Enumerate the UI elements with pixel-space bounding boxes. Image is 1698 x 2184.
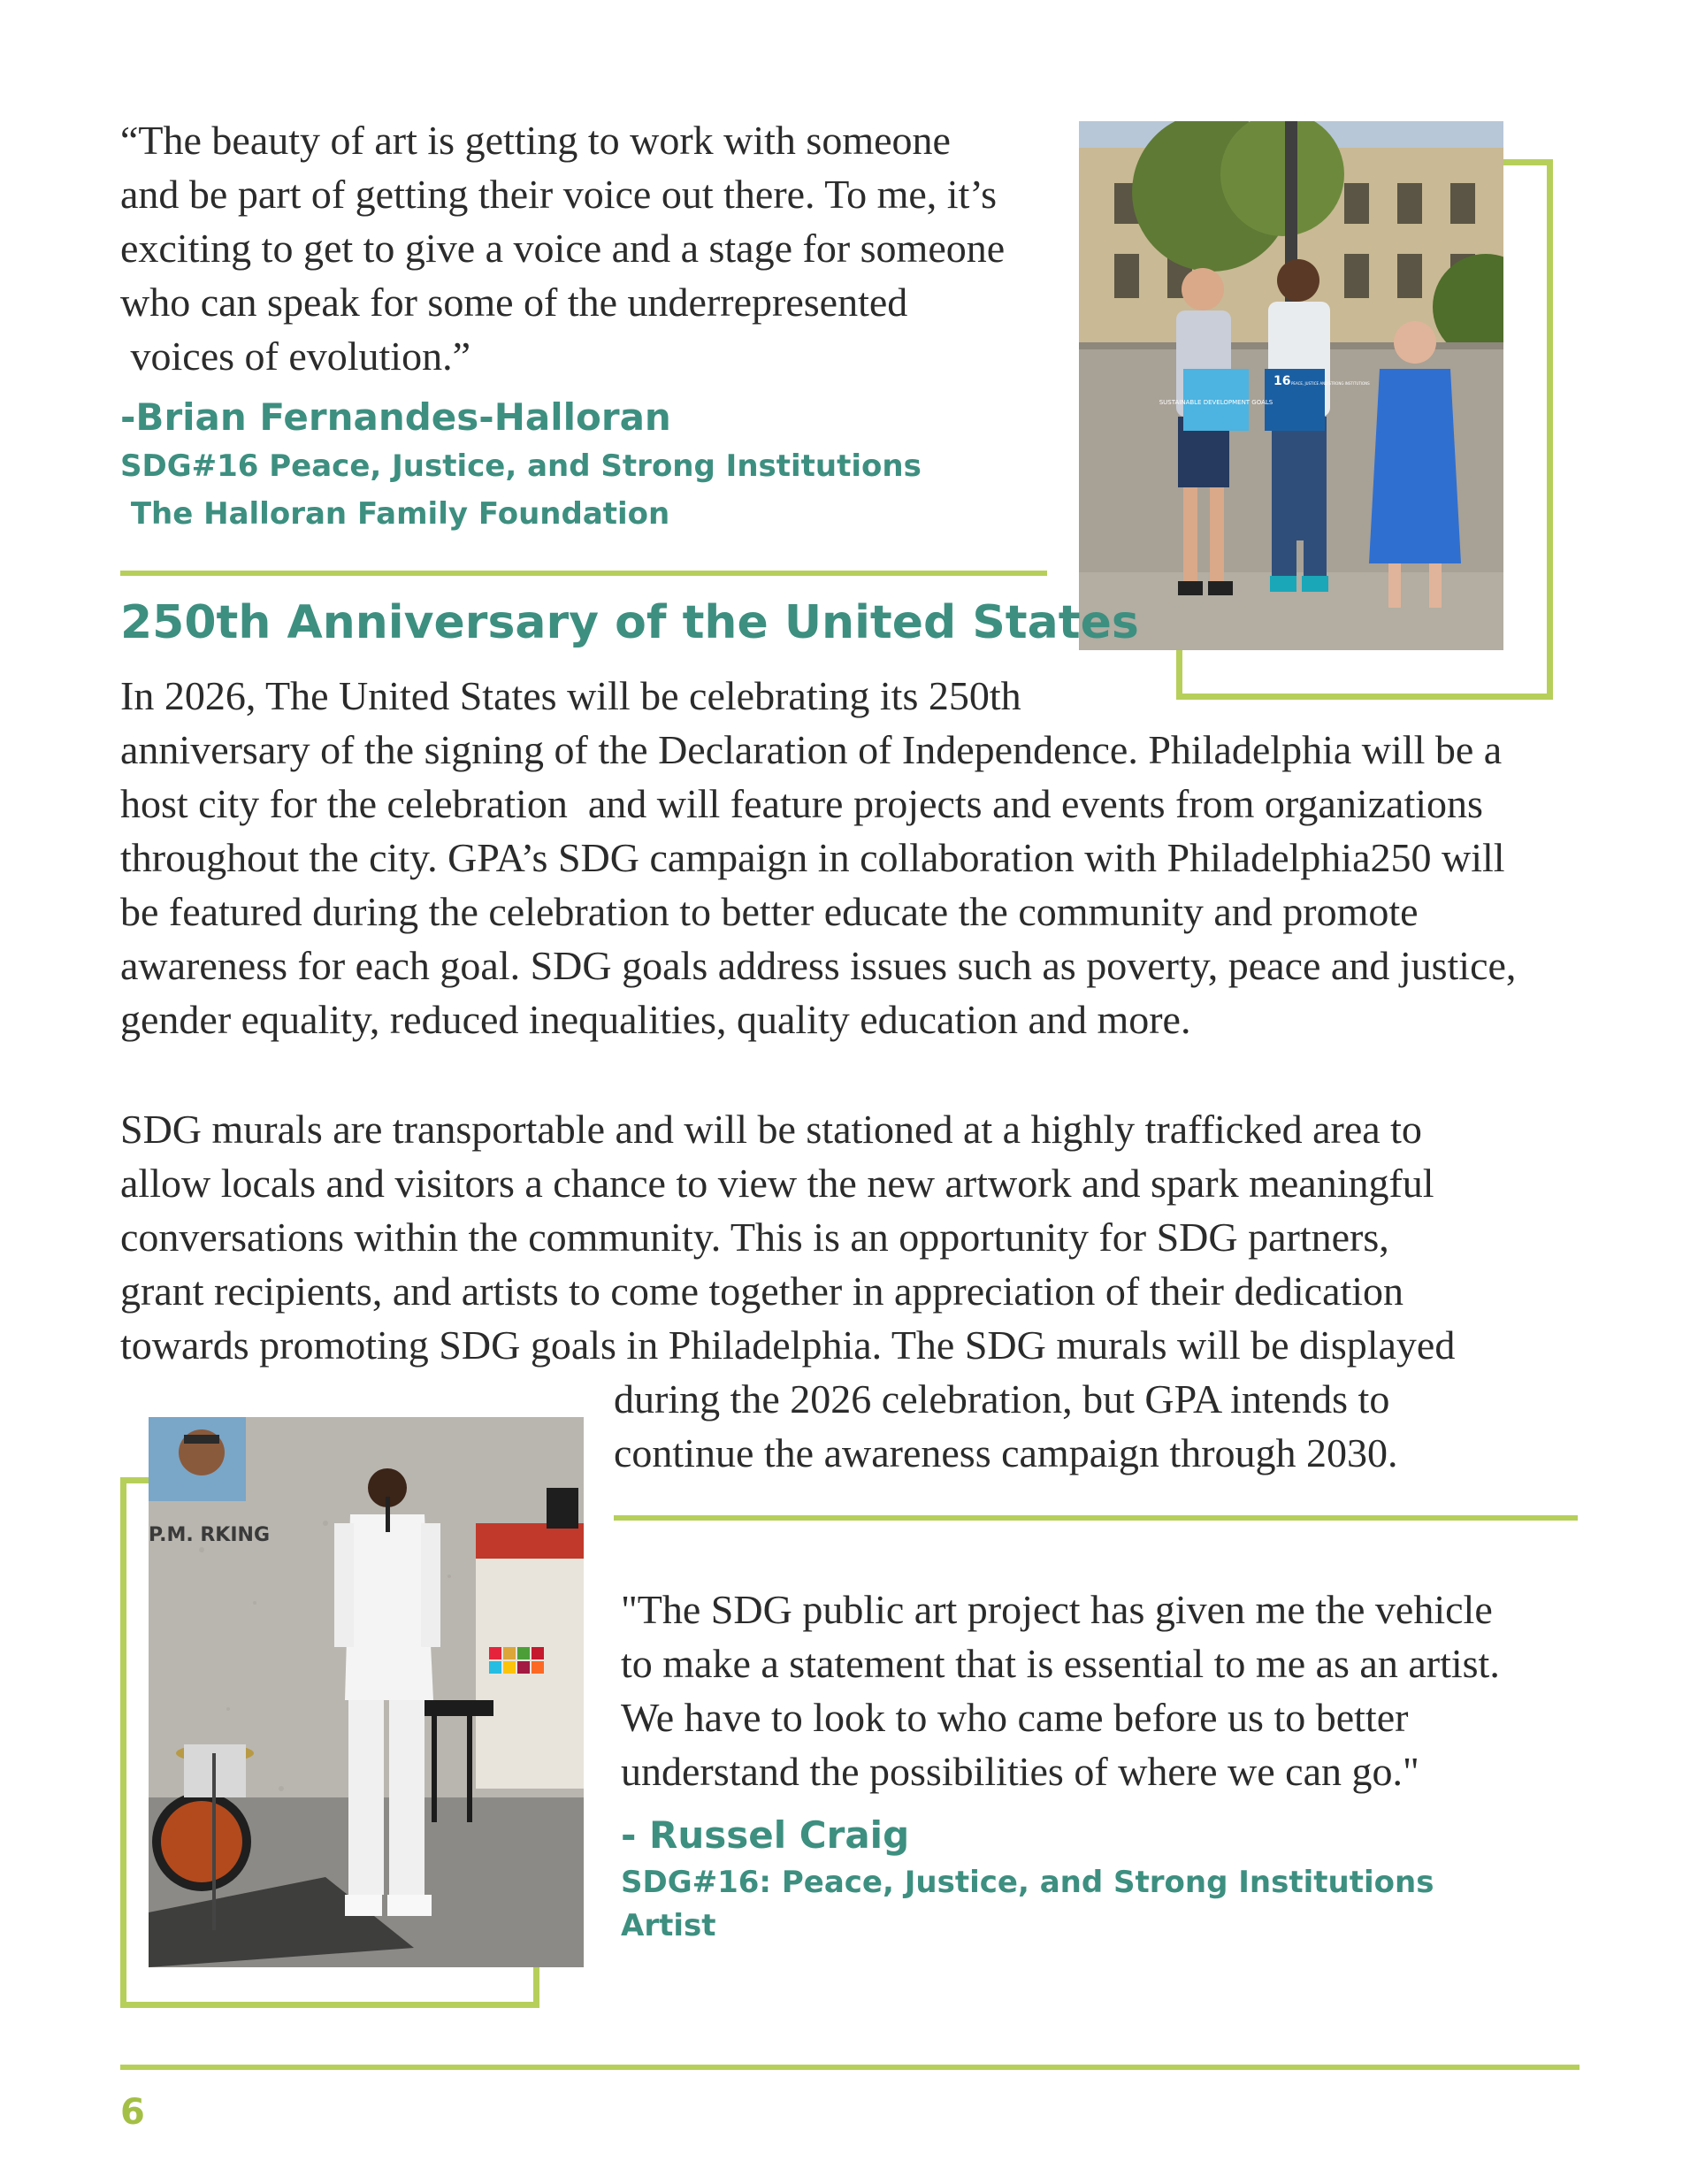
quote-2-line: We have to look to who came before us to better xyxy=(621,1695,1409,1740)
divider-middle xyxy=(614,1515,1578,1521)
paragraph-2-line: grant recipients, and artists to come together in appreciation of their dedication xyxy=(120,1268,1404,1314)
paragraph-2-line: allow locals and visitors a chance to view the new artwork and spark meaningful xyxy=(120,1161,1434,1206)
photo-artist-performing xyxy=(149,1417,584,1967)
quote-2-title: Artist xyxy=(621,1908,716,1943)
paragraph-2-line: continue the awareness campaign through 2030. xyxy=(614,1430,1398,1475)
quote-1-author: -Brian Fernandes-Halloran xyxy=(120,395,671,439)
photo-2-frame-right xyxy=(533,1967,539,2008)
paragraph-1-line: host city for the celebration and will feature projects and events from organizations xyxy=(120,781,1483,826)
photo-group-with-sdg-signs xyxy=(1079,121,1503,650)
sign-left-text: SUSTAINABLE DEVELOPMENT GOALS xyxy=(1159,399,1274,406)
paragraph-1-line: anniversary of the signing of the Declaration of Independence. Philadelphia will be a xyxy=(120,727,1503,772)
paragraph-1-line: be featured during the celebration to better educate the community and promote xyxy=(120,889,1419,934)
section-paragraph-2-continued xyxy=(614,1372,1551,1480)
divider-top xyxy=(120,571,1047,576)
paragraph-2-line: during the 2026 celebration, but GPA intends to xyxy=(614,1376,1390,1422)
quote-1-org: The Halloran Family Foundation xyxy=(120,496,670,532)
quote-2-line: "The SDG public art project has given me the vehicle xyxy=(621,1587,1493,1632)
paragraph-2-line: SDG murals are transportable and will be stationed at a highly trafficked area to xyxy=(120,1107,1422,1152)
photo-2-frame-top xyxy=(120,1477,149,1483)
paragraph-1-line: throughout the city. GPA’s SDG campaign in collaboration with Philadelphia250 will xyxy=(120,835,1505,880)
quote-2-text xyxy=(621,1582,1576,1798)
photo-1-frame-right xyxy=(1547,159,1553,700)
paragraph-2-line: towards promoting SDG goals in Philadelphia. The SDG murals will be displayed xyxy=(120,1322,1456,1368)
quote-2-role: SDG#16: Peace, Justice, and Strong Institutions xyxy=(621,1865,1434,1900)
quote-2-line: to make a statement that is essential to me as an artist. xyxy=(621,1641,1500,1686)
quote-1-line: “The beauty of art is getting to work with someone xyxy=(120,118,951,163)
section-paragraph-1 xyxy=(120,669,1588,1046)
quote-1-line: exciting to get to give a voice and a stage for someone xyxy=(120,226,1006,271)
photo-1-frame-top xyxy=(1503,159,1553,165)
sign-right-number: 16 xyxy=(1274,374,1291,388)
section-heading: 250th Anniversary of the United States xyxy=(120,596,1139,649)
page-number: 6 xyxy=(120,2092,145,2133)
paragraph-1-line: awareness for each goal. SDG goals address issues such as poverty, peace and justice, xyxy=(120,943,1517,988)
quote-2-author: - Russel Craig xyxy=(621,1813,910,1857)
photo-2-frame-bottom xyxy=(120,2002,539,2008)
quote-1-line: voices of evolution.” xyxy=(120,333,471,379)
quote-1-line: and be part of getting their voice out there. To me, it’s xyxy=(120,172,998,217)
quote-1-line: who can speak for some of the underrepresented xyxy=(120,280,908,325)
paragraph-1-line: gender equality, reduced inequalities, quality education and more. xyxy=(120,997,1191,1042)
section-paragraph-2 xyxy=(120,1102,1588,1372)
footer-divider xyxy=(120,2065,1579,2070)
wall-text: P.M. RKING xyxy=(149,1524,270,1546)
quote-1-role: SDG#16 Peace, Justice, and Strong Institutions xyxy=(120,448,922,484)
quote-1-text xyxy=(120,113,1058,383)
quote-2-line: understand the possibilities of where we can go." xyxy=(621,1749,1419,1794)
paragraph-1-line: In 2026, The United States will be celebrating its 250th xyxy=(120,673,1021,718)
sign-right-text: PEACE, JUSTICE AND STRONG INSTITUTIONS xyxy=(1291,381,1370,386)
paragraph-2-line: conversations within the community. This is an opportunity for SDG partners, xyxy=(120,1215,1389,1260)
photo-2-frame-left xyxy=(120,1477,126,2008)
